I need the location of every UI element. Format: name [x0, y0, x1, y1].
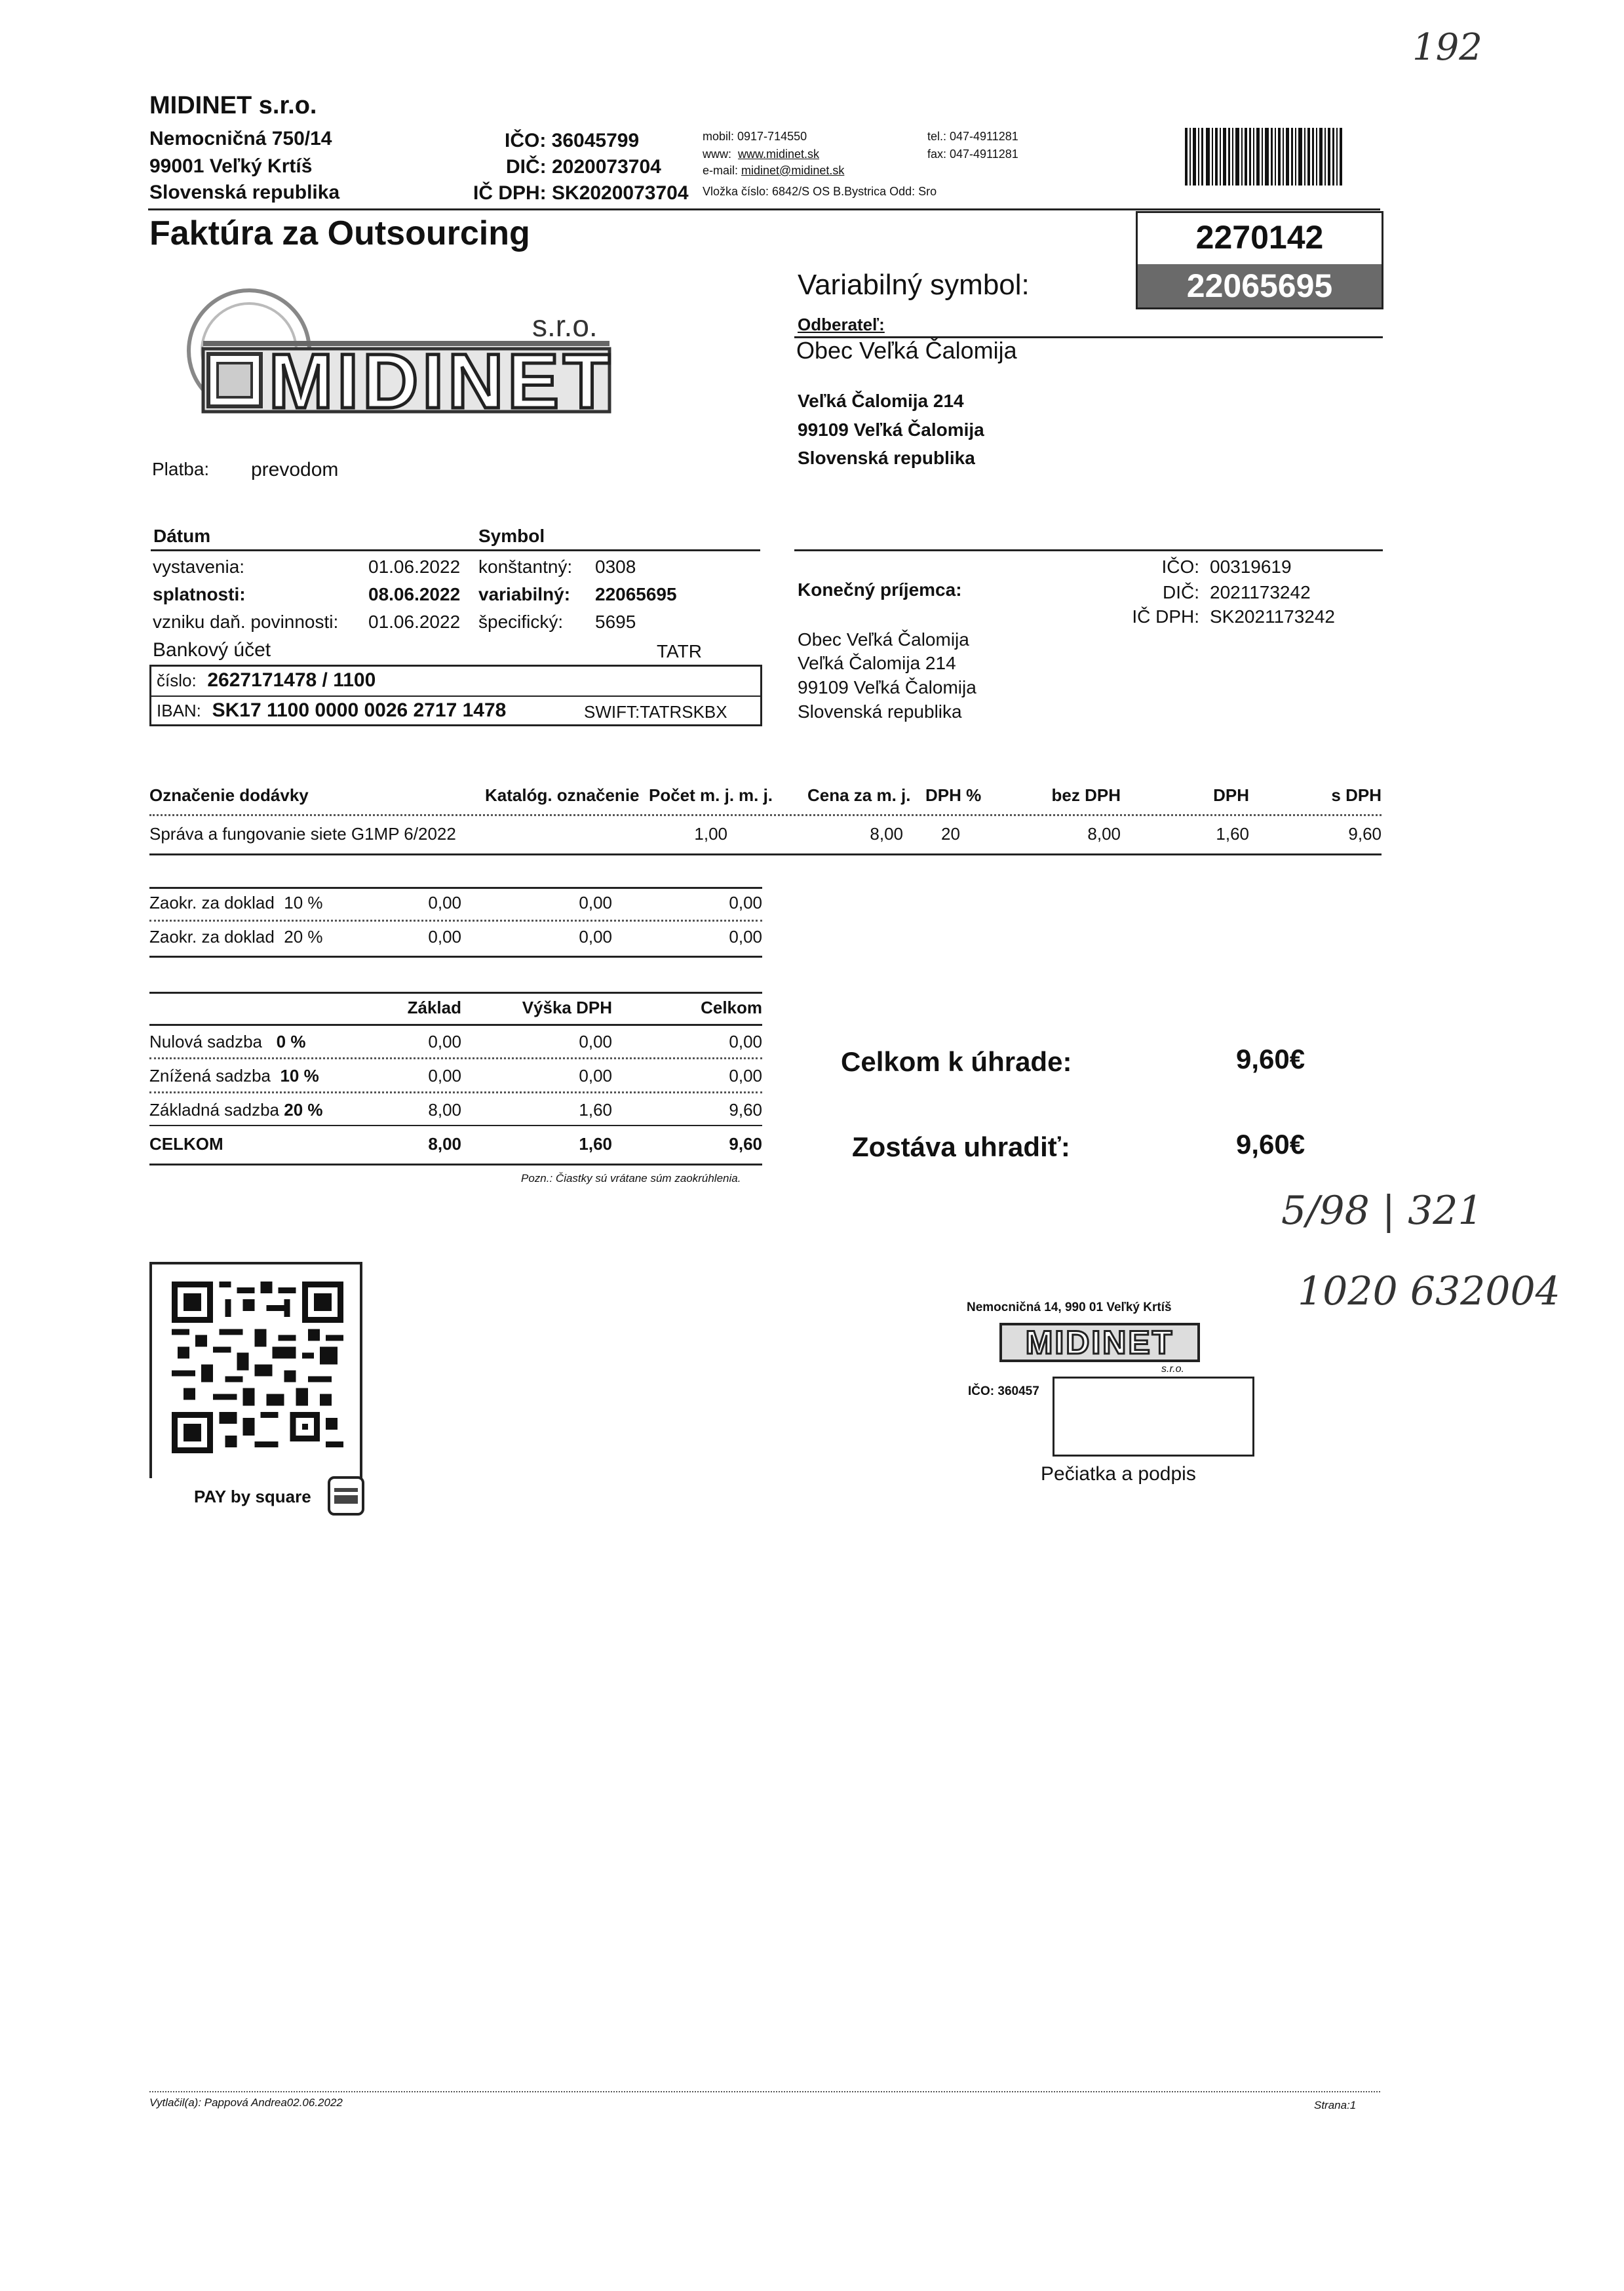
rounding-mid-rule — [149, 920, 762, 922]
item-gross: 9,60 — [1348, 824, 1382, 844]
issue-date-label: vystavenia: — [153, 557, 245, 577]
supplier-street: Nemocničná 750/14 — [149, 128, 332, 149]
summary-row-zero-pct: 0 % — [276, 1032, 306, 1051]
summary-row-zero-text: Nulová sadzba — [149, 1032, 262, 1051]
bank-iban-value: SK17 1100 0000 0026 2717 1478 — [212, 699, 507, 721]
supplier-tel: tel.: 047-4911281 — [927, 130, 1018, 143]
summary-header-total: Celkom — [701, 998, 762, 1017]
due-date-label: splatnosti: — [153, 584, 246, 604]
supplier-www-link[interactable]: www.midinet.sk — [738, 147, 820, 161]
stamp-redaction-box — [1053, 1377, 1254, 1457]
item-net: 8,00 — [1087, 824, 1121, 844]
summary-row-basic-text: Základná sadzba — [149, 1100, 280, 1120]
item-vat-pct: 20 — [941, 824, 960, 844]
bank-iban — [157, 699, 506, 722]
recipient-dic-label: DIČ: — [1163, 582, 1199, 602]
col-header-vat-pct: DPH % — [925, 785, 982, 805]
recipient-icdph: SK2021173242 — [1210, 606, 1335, 627]
item-desc: Správa a fungovanie siete G1MP 6/2022 — [149, 824, 456, 844]
remaining-value: 9,60€ — [1236, 1129, 1305, 1160]
stamp-caption: Pečiatka a podpis — [1041, 1463, 1196, 1485]
items-header-rule — [149, 814, 1382, 816]
footer-page: Strana:1 — [1314, 2099, 1357, 2111]
summary-row-rule-1 — [149, 1057, 762, 1059]
rounding-10-pct: 10 % — [284, 893, 323, 912]
rounding-20-label — [149, 927, 323, 947]
rounding-20-pct: 20 % — [284, 927, 323, 947]
supplier-dic — [506, 156, 661, 178]
bank-box — [149, 665, 762, 726]
supplier-dic-label: DIČ: — [506, 156, 547, 178]
bank-code: TATR — [657, 641, 702, 661]
bank-box-divider — [151, 695, 760, 697]
const-symbol-label: konštantný: — [478, 557, 573, 577]
paybysquare-card-icon — [328, 1476, 364, 1516]
qr-code-icon — [172, 1282, 343, 1453]
header-rule — [148, 208, 1380, 210]
recipient-ico-label: IČO: — [1161, 557, 1199, 577]
customer-label: Odberateľ: — [798, 315, 885, 334]
summary-header-base: Základ — [407, 998, 461, 1017]
customer-city: 99109 Veľká Čalomija — [798, 420, 984, 440]
col-header-vat: DPH — [1213, 785, 1249, 805]
customer-street: Veľká Čalomija 214 — [798, 391, 964, 411]
supplier-ico-label: IČO: — [505, 130, 547, 151]
recipient-icdph-label: IČ DPH: — [1132, 606, 1199, 627]
bank-account — [157, 669, 376, 692]
handwritten-page-number: 192 — [1412, 26, 1482, 69]
customer-country: Slovenská republika — [798, 448, 975, 468]
bank-iban-label: IBAN: — [157, 701, 201, 720]
rounding-20-a: 0,00 — [428, 927, 461, 947]
recipient-country: Slovenská republika — [798, 701, 962, 722]
summary-row-reduced-vat: 0,00 — [579, 1066, 612, 1086]
supplier-email — [703, 164, 844, 178]
tax-date-label: vzniku daň. povinnosti: — [153, 612, 339, 632]
total-due-label: Celkom k úhrade: — [841, 1046, 1072, 1077]
bank-swift: SWIFT:TATRSKBX — [584, 702, 727, 722]
summary-header-rule — [149, 1024, 762, 1026]
total-due-value: 9,60€ — [1236, 1044, 1305, 1074]
supplier-www — [703, 147, 819, 161]
payment-value: prevodom — [251, 459, 339, 480]
summary-header-vat: Výška DPH — [522, 998, 612, 1017]
col-header-catalog: Katalóg. označenie — [485, 785, 640, 805]
variable-symbol-band: 22065695 — [1138, 264, 1382, 307]
rounding-top-rule — [149, 887, 762, 889]
summary-note: Pozn.: Čiastky sú vrátane súm zaokrúhlenia. — [521, 1172, 741, 1185]
summary-row-reduced-base: 0,00 — [428, 1066, 461, 1086]
summary-row-rule-3 — [149, 1125, 762, 1126]
supplier-ico — [505, 130, 639, 152]
summary-row-basic-pct: 20 % — [284, 1100, 323, 1120]
supplier-mobil: mobil: 0917-714550 — [703, 130, 807, 143]
supplier-email-label: e-mail: — [703, 164, 739, 177]
footer-printed: Vytlačil(a): Pappová Andrea02.06.2022 — [149, 2096, 343, 2109]
summary-row-basic-base: 8,00 — [428, 1100, 461, 1120]
var-symbol: 22065695 — [595, 584, 677, 604]
supplier-fax: fax: 047-4911281 — [927, 147, 1018, 161]
handwritten-note-1: 5/98 | 321 — [1281, 1188, 1483, 1234]
recipient-rule — [794, 549, 1383, 551]
supplier-icdph-value: SK2020073704 — [552, 182, 689, 204]
items-bottom-rule — [149, 853, 1382, 855]
issue-date: 01.06.2022 — [368, 557, 461, 577]
rounding-10-label — [149, 893, 323, 913]
summary-total-vat: 1,60 — [579, 1134, 612, 1154]
summary-row-rule-2 — [149, 1091, 762, 1093]
summary-bottom-rule — [149, 1164, 762, 1165]
handwritten-note-2: 1020 632004 — [1298, 1268, 1560, 1314]
summary-row-reduced-pct: 10 % — [280, 1066, 319, 1086]
rounding-20-c: 0,00 — [729, 927, 762, 947]
customer-name: Obec Veľká Čalomija — [796, 337, 1017, 364]
payment-label: Platba: — [152, 459, 210, 479]
spec-symbol: 5695 — [595, 612, 636, 632]
summary-row-zero-total: 0,00 — [729, 1032, 762, 1051]
recipient-city: 99109 Veľká Čalomija — [798, 677, 976, 697]
summary-row-zero-label — [149, 1032, 305, 1052]
variable-symbol-label: Variabilný symbol: — [798, 269, 1030, 301]
summary-row-zero-base: 0,00 — [428, 1032, 461, 1051]
recipient-label: Konečný príjemca: — [798, 579, 962, 600]
document-title: Faktúra za Outsourcing — [149, 214, 530, 252]
summary-top-rule — [149, 992, 762, 994]
supplier-www-label: www: — [703, 147, 731, 161]
bank-account-number: 2627171478 / 1100 — [207, 669, 376, 691]
symbols-header: Symbol — [478, 526, 545, 546]
recipient-dic: 2021173242 — [1210, 582, 1311, 602]
col-header-qty: Počet m. j. — [649, 785, 735, 805]
invoice-number-box — [1136, 211, 1383, 309]
var-symbol-label: variabilný: — [478, 584, 571, 604]
supplier-dic-value: 2020073704 — [552, 156, 661, 178]
stamp-logo: MIDINET — [999, 1323, 1200, 1362]
logo-sro: s.r.o. — [532, 309, 598, 343]
rounding-20-b: 0,00 — [579, 927, 612, 947]
recipient-ico: 00319619 — [1210, 557, 1292, 577]
footer-rule — [149, 2091, 1380, 2092]
tax-date: 01.06.2022 — [368, 612, 461, 632]
summary-total-total: 9,60 — [729, 1134, 762, 1154]
col-header-price: Cena za m. j. — [807, 785, 911, 805]
summary-row-basic-label — [149, 1100, 323, 1120]
summary-row-reduced-label — [149, 1066, 319, 1086]
item-qty: 1,00 — [694, 824, 727, 844]
supplier-email-link[interactable]: midinet@midinet.sk — [741, 164, 845, 177]
summary-row-basic-vat: 1,60 — [579, 1100, 612, 1120]
col-header-net: bez DPH — [1051, 785, 1121, 805]
supplier-city: 99001 Veľký Krtíš — [149, 155, 313, 177]
col-header-unit: m. j. — [739, 785, 773, 805]
stamp-address: Nemocničná 14, 990 01 Veľký Krtíš — [967, 1301, 1172, 1314]
item-price: 8,00 — [870, 824, 903, 844]
recipient-name: Obec Veľká Čalomija — [798, 629, 969, 650]
dates-header: Dátum — [153, 526, 211, 546]
supplier-country: Slovenská republika — [149, 182, 340, 203]
supplier-icdph — [473, 182, 689, 205]
paybysquare-label: PAY by square — [194, 1487, 311, 1506]
rounding-20-text: Zaokr. za doklad — [149, 927, 275, 947]
stamp-ico: IČO: 360457 — [968, 1384, 1039, 1398]
remaining-label: Zostáva uhradiť: — [852, 1131, 1070, 1162]
summary-total-label: CELKOM — [149, 1134, 223, 1154]
dates-rule — [151, 549, 760, 551]
summary-row-basic-total: 9,60 — [729, 1100, 762, 1120]
spec-symbol-label: špecifický: — [478, 612, 564, 632]
bank-label: Bankový účet — [153, 639, 271, 661]
summary-row-reduced-total: 0,00 — [729, 1066, 762, 1086]
supplier-vlozka: Vložka číslo: 6842/S OS B.Bystrica Odd: Sro — [703, 185, 937, 198]
rounding-10-text: Zaokr. za doklad — [149, 893, 275, 912]
item-vat: 1,60 — [1216, 824, 1249, 844]
supplier-ico-value: 36045799 — [551, 130, 640, 151]
stamp-sro: s.r.o. — [1161, 1363, 1184, 1375]
recipient-street: Veľká Čalomija 214 — [798, 653, 956, 673]
barcode-icon — [1185, 128, 1342, 186]
rounding-10-b: 0,00 — [579, 893, 612, 912]
invoice-number: 2270142 — [1195, 219, 1324, 256]
bank-account-label: číslo: — [157, 671, 197, 690]
summary-row-zero-vat: 0,00 — [579, 1032, 612, 1051]
supplier-icdph-label: IČ DPH: — [473, 182, 547, 204]
rounding-bottom-rule — [149, 956, 762, 958]
summary-total-base: 8,00 — [428, 1134, 461, 1154]
summary-row-reduced-text: Znížená sadzba — [149, 1066, 271, 1086]
col-header-gross: s DPH — [1331, 785, 1382, 805]
const-symbol: 0308 — [595, 557, 636, 577]
col-header-desc: Označenie dodávky — [149, 785, 309, 805]
logo-wordmark: MIDINET — [269, 338, 615, 425]
supplier-name: MIDINET s.r.o. — [149, 92, 317, 119]
rounding-10-c: 0,00 — [729, 893, 762, 912]
rounding-10-a: 0,00 — [428, 893, 461, 912]
due-date: 08.06.2022 — [368, 584, 461, 604]
